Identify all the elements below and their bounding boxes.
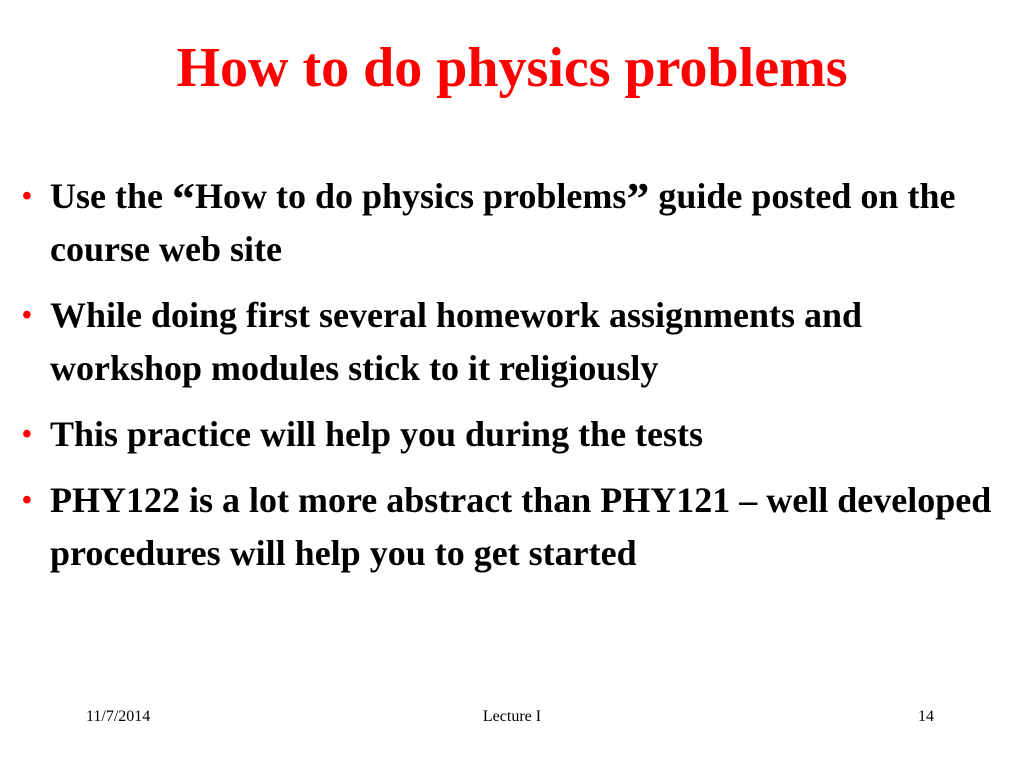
open-quote: “ <box>171 173 195 224</box>
bullet-item-1 <box>22 170 1002 276</box>
close-quote: ” <box>626 173 650 224</box>
slide-title: How to do physics problems <box>176 37 848 99</box>
bullet-text-pre: Use the <box>50 176 172 216</box>
bullet-item-4 <box>22 474 1002 580</box>
bullet-text: While doing first several homework assignments and workshop modules stick to it religiously <box>50 295 863 388</box>
footer-lecture-label: Lecture I <box>482 708 542 725</box>
footer-page-number: 14 <box>918 708 934 725</box>
bullet-marker: • <box>22 485 32 516</box>
bullet-text: PHY122 is a lot more abstract than PHY121 – well developed procedures will help you to get started <box>50 480 992 573</box>
bullet-marker: • <box>22 300 32 331</box>
bullet-marker: • <box>22 419 32 450</box>
bullet-text <box>50 170 1002 276</box>
bullet-text: This practice will help you during the tests <box>50 414 704 454</box>
bullet-list <box>22 170 1002 593</box>
bullet-item-3 <box>22 408 1002 461</box>
quoted-guide-title: How to do physics problems <box>194 176 627 216</box>
footer-date: 11/7/2014 <box>86 708 151 725</box>
bullet-item-2 <box>22 289 1002 395</box>
bullet-text-post: guide posted on the course web site <box>50 176 956 269</box>
bullet-marker: • <box>22 181 32 212</box>
